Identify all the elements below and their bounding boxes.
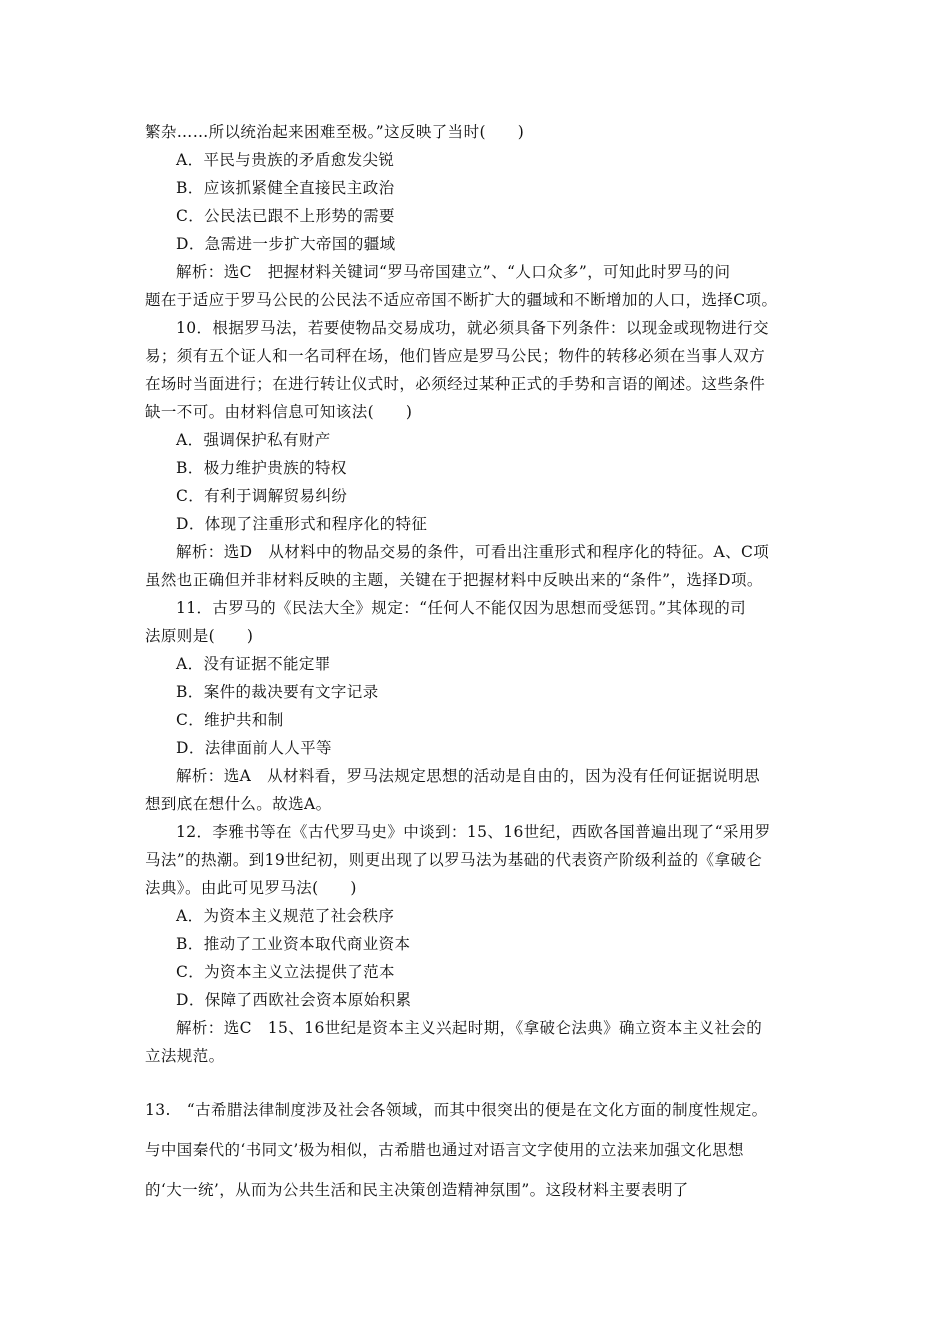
q13-stem-line: 与中国秦代的‘书同文’极为相似，古希腊也通过对语言文字使用的立法来加强文化思想 — [145, 1141, 744, 1159]
q10-stem-line: 10．根据罗马法，若要使物品交易成功，就必须具备下列条件：以现金或现物进行交 — [176, 319, 769, 337]
q12-option-d: D．保障了西欧社会资本原始积累 — [176, 991, 412, 1009]
q10-option-d: D．体现了注重形式和程序化的特征 — [176, 515, 428, 533]
q9-analysis-line: 题在于适应于罗马公民的公民法不适应帝国不断扩大的疆域和不断增加的人口，选择C项。 — [145, 291, 778, 309]
q9-option-b: B．应该抓紧健全直接民主政治 — [176, 179, 395, 197]
q12-stem-line: 马法”的热潮。到19世纪初，则更出现了以罗马法为基础的代表资产阶级利益的《拿破仑 — [145, 851, 763, 869]
q10-stem-line: 在场时当面进行；在进行转让仪式时，必须经过某种正式的手势和言语的阐述。这些条件 — [145, 375, 766, 393]
q10-stem-line: 易；须有五个证人和一名司秤在场，他们皆应是罗马公民；物件的转移必须在当事人双方 — [145, 347, 766, 365]
q12-stem-line: 法典》。由此可见罗马法( ) — [145, 879, 357, 897]
q12-option-b: B．推动了工业资本取代商业资本 — [176, 935, 411, 953]
q11-option-d: D．法律面前人人平等 — [176, 739, 332, 757]
q9-option-a: A．平民与贵族的矛盾愈发尖锐 — [176, 151, 395, 169]
q12-stem-line: 12．李雅书等在《古代罗马史》中谈到：15、16世纪，西欧各国普遍出现了“采用罗 — [176, 823, 771, 841]
q10-option-a: A．强调保护私有财产 — [176, 431, 331, 449]
q10-option-c: C．有利于调解贸易纠纷 — [176, 487, 348, 505]
q13-stem-line: 13. “古希腊法律制度涉及社会各领域，而其中很突出的便是在文化方面的制度性规定。 — [145, 1101, 768, 1119]
q12-analysis-line: 解析：选C 15、16世纪是资本主义兴起时期，《拿破仑法典》确立资本主义社会的 — [176, 1019, 763, 1037]
q13-stem-line: 的‘大一统’，从而为公共生活和民主决策创造精神氛围”。这段材料主要表明了 — [145, 1181, 689, 1199]
q11-option-b: B．案件的裁决要有文字记录 — [176, 683, 379, 701]
q12-option-c: C．为资本主义立法提供了范本 — [176, 963, 395, 981]
q9-stem-line: 繁杂……所以统治起来困难至极。”这反映了当时( ) — [145, 123, 525, 141]
q11-analysis-line: 想到底在想什么。故选A。 — [145, 795, 332, 813]
q11-option-a: A．没有证据不能定罪 — [176, 655, 331, 673]
q10-option-b: B．极力维护贵族的特权 — [176, 459, 347, 477]
q9-analysis-line: 解析：选C 把握材料关键词“罗马帝国建立”、“人口众多”，可知此时罗马的问 — [176, 263, 731, 281]
q10-analysis-line: 解析：选D 从材料中的物品交易的条件，可看出注重形式和程序化的特征。A、C项 — [176, 543, 770, 561]
q11-stem-line: 法原则是( ) — [145, 627, 254, 645]
q10-stem-line: 缺一不可。由材料信息可知该法( ) — [145, 403, 413, 421]
q12-analysis-line: 立法规范。 — [145, 1047, 225, 1065]
q11-option-c: C．维护共和制 — [176, 711, 284, 729]
q11-analysis-line: 解析：选A 从材料看，罗马法规定思想的活动是自由的，因为没有任何证据说明思 — [176, 767, 760, 785]
q12-option-a: A．为资本主义规范了社会秩序 — [176, 907, 395, 925]
q10-analysis-line: 虽然也正确但并非材料反映的主题，关键在于把握材料中反映出来的“条件”，选择D项。 — [145, 571, 763, 589]
q11-stem-line: 11．古罗马的《民法大全》规定：“任何人不能仅因为思想而受惩罚。”其体现的司 — [176, 599, 747, 617]
q9-option-d: D．急需进一步扩大帝国的疆域 — [176, 235, 396, 253]
q9-option-c: C．公民法已跟不上形势的需要 — [176, 207, 395, 225]
